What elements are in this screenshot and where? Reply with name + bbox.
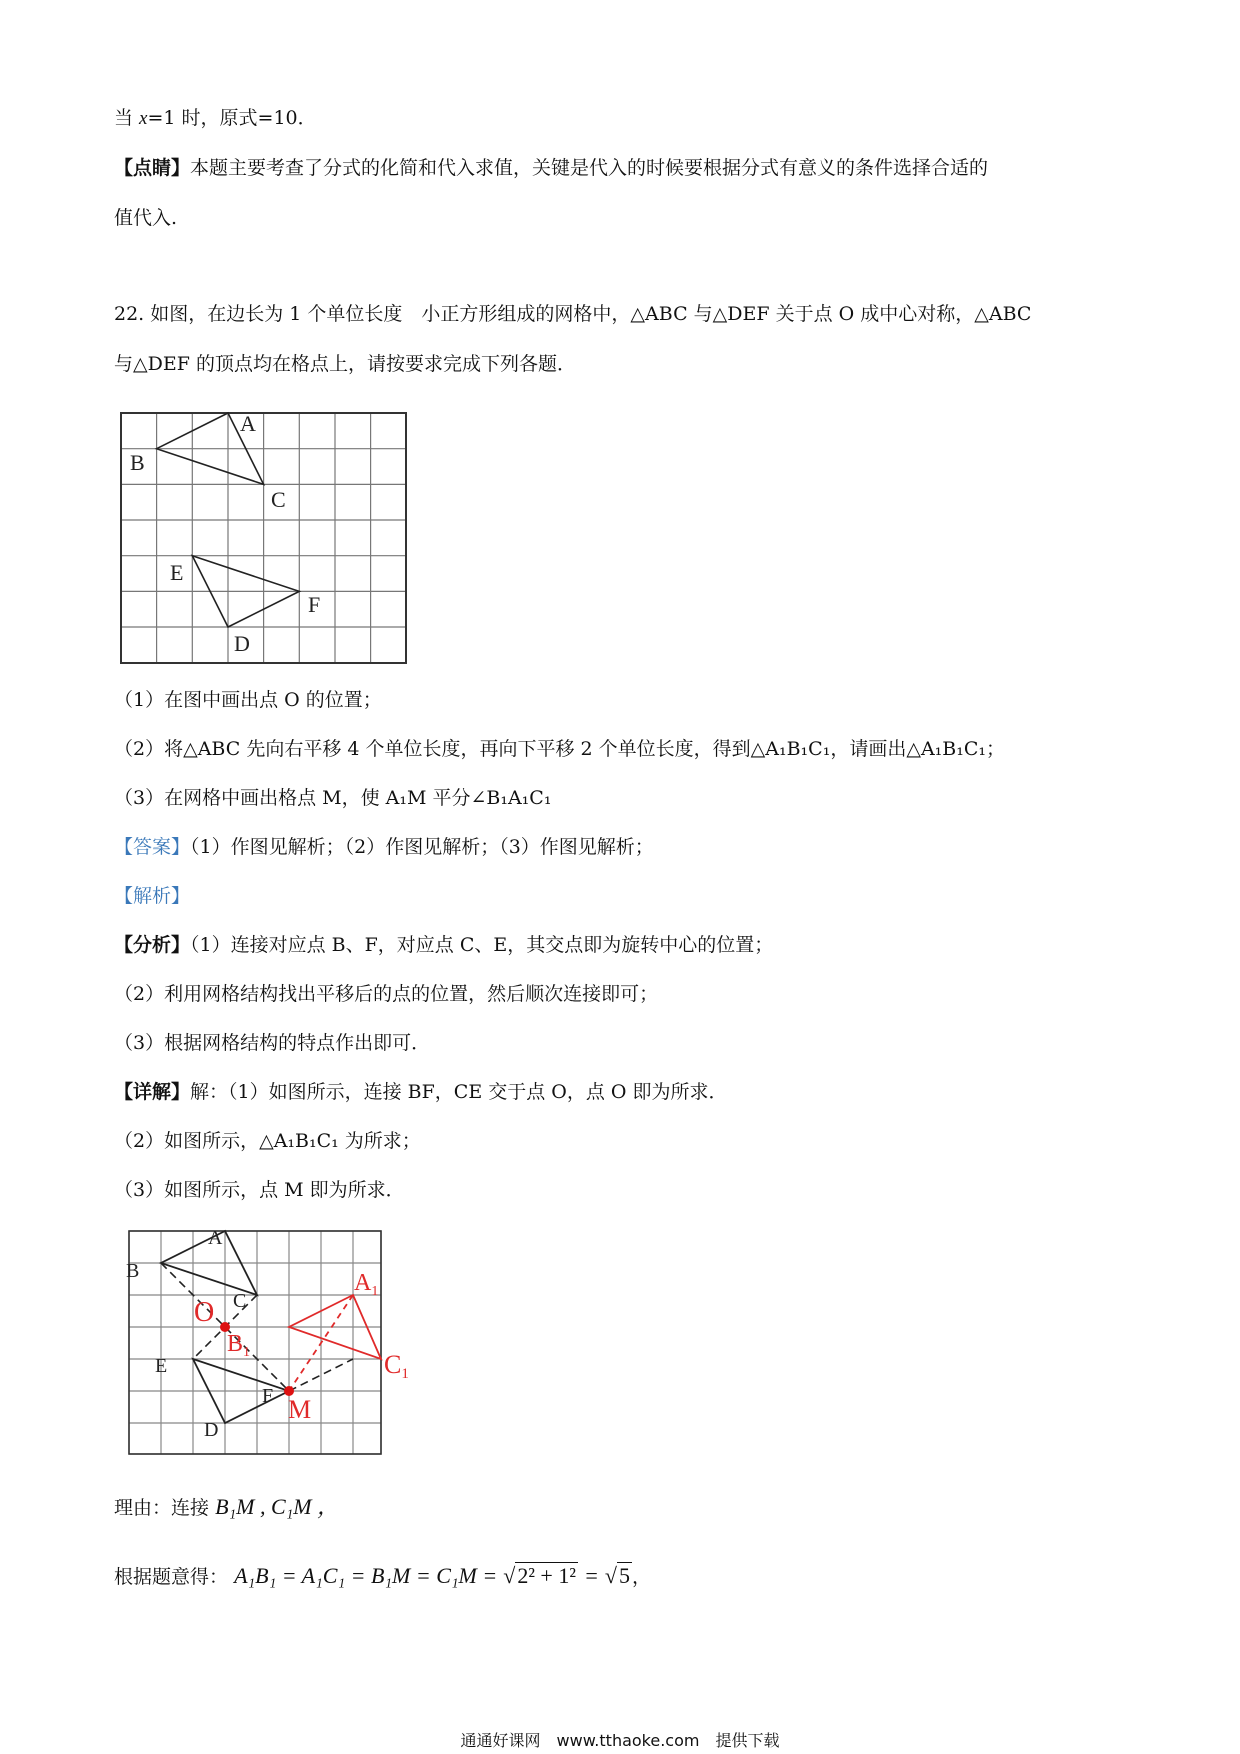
label-b: B bbox=[130, 450, 145, 475]
label-a-2: A bbox=[208, 1227, 223, 1249]
label-c: C bbox=[271, 487, 286, 512]
answer-text: （1）作图见解析；（2）作图见解析；（3）作图见解析； bbox=[190, 836, 654, 858]
intro-line bbox=[114, 104, 317, 133]
xiangjie-line-1 bbox=[114, 1078, 728, 1106]
label-m: M bbox=[288, 1395, 312, 1424]
subquestion-3: （3）在网格中画出格点 M，使 A₁M 平分∠B₁A₁C₁ bbox=[114, 787, 552, 809]
xiangjie-tag: 【详解】 bbox=[114, 1081, 191, 1103]
label-c-2: C bbox=[233, 1290, 247, 1312]
reason-expression: B₁M , C₁M ， bbox=[215, 1494, 340, 1519]
label-f-2: F bbox=[262, 1385, 274, 1407]
question-line-2: 与△DEF 的顶点均在格点上，请按要求完成下列各题． bbox=[114, 353, 576, 375]
dianjing-text: 本题主要考查了分式的化简和代入求值，关键是代入的时候要根据分式有意义的条件选择合适的 bbox=[190, 157, 989, 179]
equation-result: 5 bbox=[618, 1563, 630, 1588]
fenxi-text-1: （1）连接对应点 B、F，对应点 C、E，其交点即为旋转中心的位置； bbox=[190, 934, 774, 956]
answer-line bbox=[114, 833, 654, 861]
label-a1: $A_1$ bbox=[354, 1270, 379, 1299]
reason-prefix: 理由：连接 bbox=[114, 1497, 210, 1519]
label-b-2: B bbox=[126, 1260, 140, 1282]
intro-variable: x bbox=[139, 108, 148, 129]
equation-end: ， bbox=[631, 1566, 651, 1588]
label-f: F bbox=[308, 592, 321, 617]
label-b1: $B_1$ bbox=[227, 1331, 251, 1360]
label-e: E bbox=[170, 560, 184, 585]
dianjing-line bbox=[114, 154, 988, 182]
question-line-1: 22. 如图，在边长为 1 个单位长度 小正方形组成的网格中，△ABC 与△DEF 关于点 O 成中心对称，△ABC bbox=[114, 303, 1032, 325]
dianjing-tag: 【点睛】 bbox=[114, 157, 191, 179]
label-o: O bbox=[194, 1297, 215, 1328]
label-a: A bbox=[240, 411, 256, 436]
fenxi-line-2: （2）利用网格结构找出平移后的点的位置，然后顺次连接即可； bbox=[114, 983, 659, 1005]
label-e-2: E bbox=[155, 1355, 168, 1377]
sqrt-symbol-2: √5 bbox=[604, 1563, 630, 1588]
xiangjie-line-3: （3）如图所示，点 M 即为所求． bbox=[114, 1179, 405, 1201]
xiangjie-text-1: 解：（1）如图所示，连接 BF，CE 交于点 O，点 O 即为所求． bbox=[190, 1081, 728, 1103]
xiangjie-line-2: （2）如图所示，△A₁B₁C₁ 为所求； bbox=[114, 1130, 421, 1152]
label-d: D bbox=[234, 631, 250, 656]
grid-figure-2 bbox=[124, 1226, 424, 1462]
answer-tag: 【答案】 bbox=[114, 836, 191, 858]
analysis-tag: 【解析】 bbox=[114, 885, 191, 907]
intro-prefix: 当 bbox=[114, 107, 140, 129]
sqrt-symbol-1: √2² + 1² bbox=[503, 1563, 576, 1588]
equation-equals: = bbox=[583, 1563, 599, 1588]
grid-figure-1 bbox=[118, 410, 418, 666]
label-c1: C1 bbox=[384, 1350, 409, 1382]
equation-lhs: A₁B₁ = A₁C₁ = B₁M = C₁M = bbox=[234, 1563, 498, 1588]
equation-radicand: 2² + 1² bbox=[517, 1563, 576, 1588]
page-footer: 通通好课网 www.tthaoke.com 提供下载 bbox=[460, 1731, 780, 1750]
fenxi-line-3: （3）根据网格结构的特点作出即可． bbox=[114, 1032, 431, 1054]
equation-line bbox=[114, 1562, 651, 1591]
label-d-2: D bbox=[204, 1419, 219, 1441]
equation-prefix: 根据题意得： bbox=[114, 1566, 229, 1588]
dianjing-line-2: 值代入. bbox=[114, 207, 178, 229]
intro-suffix: =1 时，原式=10． bbox=[147, 107, 317, 129]
subquestion-1: （1）在图中画出点 O 的位置； bbox=[114, 689, 382, 711]
subquestion-2: （2）将△ABC 先向右平移 4 个单位长度，再向下平移 2 个单位长度，得到△A₁B₁C₁，请画出△A₁B₁C₁； bbox=[114, 738, 1006, 760]
fenxi-tag: 【分析】 bbox=[114, 934, 191, 956]
fenxi-line-1 bbox=[114, 931, 773, 959]
reason-line bbox=[114, 1493, 339, 1522]
